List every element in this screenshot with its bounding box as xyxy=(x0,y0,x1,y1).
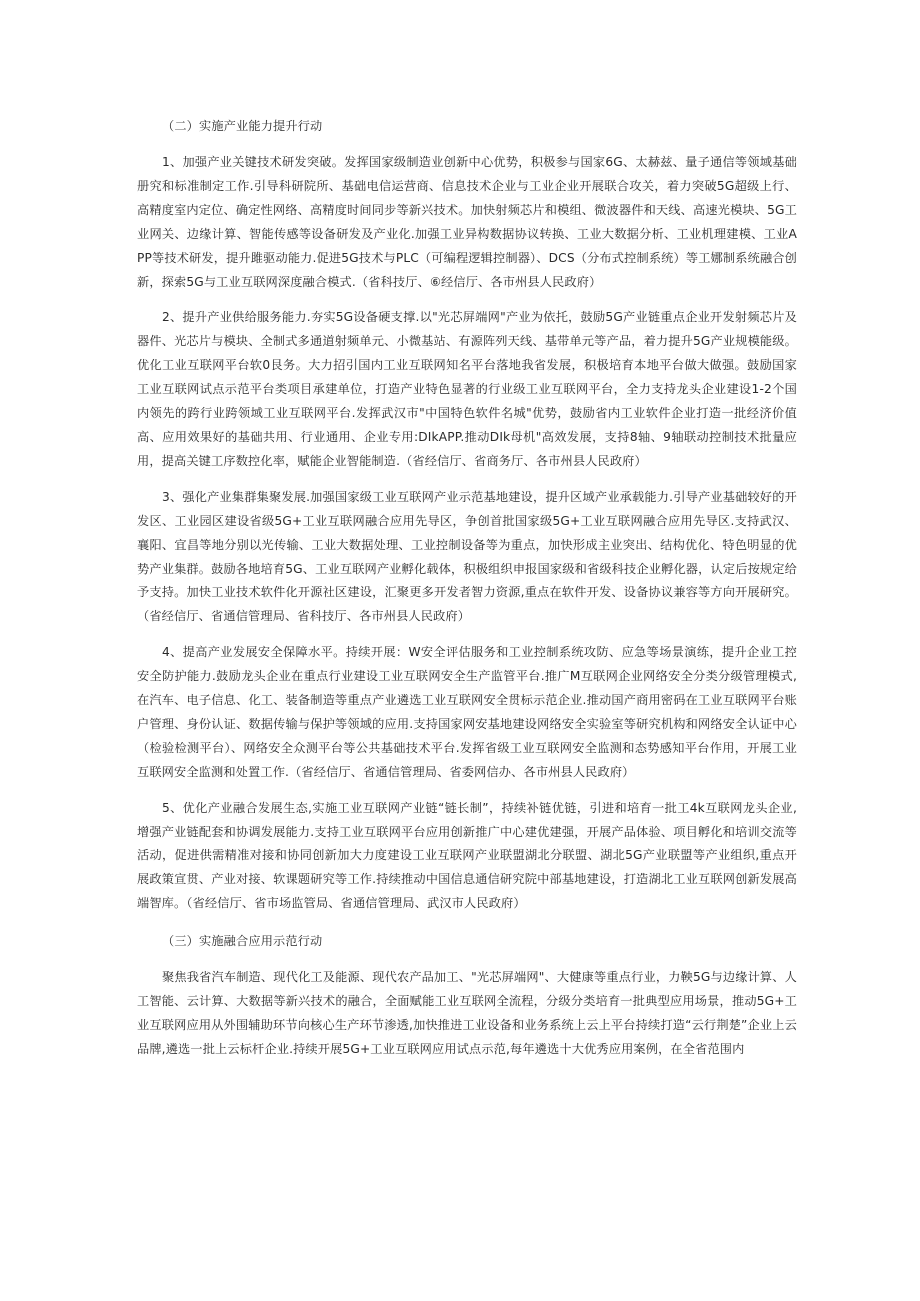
paragraph-1: 1、加强产业关键技术研发突破。发挥国家级制造业创新中心优势，积极参与国家6G、太赫兹、量子通信等领域基础册究和标准制定工作.引导科研院所、基础电信运营商、信息技术企业与工业企业开展联合攻关，着力突破5G超级上行、高精度室内定位、确定性网络、高精度时间同步等新兴技术。加快射频芯片和模组、微波器件和天线、高速光模块、5G工业网关、边缘计算、智能传感等设备研发及产业化.加强工业异构数据协议转换、工业大数据分析、工业机理建模、工业APP等技术研发，提升雎驱动能力.促进5G技术与PLC（可编程逻辑控制器）、DCS（分布式控制系统）等工娜制系统融合创新，探索5G与工业互联网深度融合模式.（省科技厅、⑥经信厅、各市州县人民政府） xyxy=(137,155,797,289)
paragraph-2: 2、提升产业供给服务能力.夯实5G设备硬支撑.以"光芯屏端网"产业为依托，鼓励5G产业链重点企业开发射频芯片及器件、光芯片与模块、全制式多通道射频单元、小微基站、有源阵列天线、基带单元等产品，着力提升5G产业规模能级。优化工业互联网平台软0艮务。大力招引国内工业互联网知名平台落地我省发展，积极培育本地平台做大做强。鼓励国家工业互联网试点示范平台类项目承建单位，打造产业特色显著的行业级工业互联网平台，全力支持龙头企业建设1-2个国内领先的跨行业跨领域工业互联网平台.发挥武汉市"中国特色软件名城"优势，鼓励省内工业软件企业打造一批经济价值高、应用效果好的基础共用、行业通用、企业专用:DIkAPP.推动DIk母机"高效发展，支持8轴、9轴联动控制技术批量应用，提高关键工序数控化率，赋能企业智能制造.（省经信厅、省商务厅、各市州县人民政府） xyxy=(137,310,797,468)
paragraph-3: 3、强化产业集群集聚发展.加强国家级工业互联网产业示范基地建设，提升区域产业承载能力.引导产业基础较好的开发区、工业园区建设省级5G+工业互联网融合应用先导区，争创首批国家级5G+工业互联网融合应用先导区.支持武汉、襄阳、宜昌等地分别以光传输、工业大数据处理、工业控制设备等为重点，加快形成主业突出、结构优化、特色明显的优势产业集群。鼓励各地培育5G、工业互联网产业孵化载体，积极组织申报国家级和省级科技企业孵化器，认定后按规定给予支持。加快工业技术软件化开源社区建设，汇聚更多开发者智力资源,重点在软件开发、设备协议兼容等方向开展研究。（省经信厅、省通信管理局、省科技厅、各市州县人民政府） xyxy=(137,489,797,624)
paragraph-4: 4、提高产业发展安全保障水平。持续开展：W安全评估服务和工业控制系统攻防、应急等场景演练，提升企业工控安全防护能力.鼓励龙头企业在重点行业建设工业互联网安全生产监管平台.推广M互联网企业网络安全分类分级管理模式,在汽车、电子信息、化工、装备制造等重点产业遴选工业互联网安全贯标示范企业.推动国产商用密码在工业互联网平台账户管理、身份认证、数据传输与保护等领域的应用.支持国家网安基地建设网络安全实验室等研究机构和网络安全认证中心（检验检测平台）、网络安全众测平台等公共基础技术平台.发挥省级工业互联网安全监测和态势感知平台作用，开展工业互联网安全监测和处置工作.（省经信厅、省通信管理局、省委网信办、各市州县人民政府） xyxy=(137,645,797,779)
paragraph-6: 聚焦我省汽车制造、现代化工及能源、现代农产品加工、"光芯屏端网"、大健康等重点行业，力鞅5G与边缘计算、人工智能、云计算、大数据等新兴技术的融合，全面赋能工业互联网全流程，分级分类培育一批典型应用场景，推动5G+工业互联网应用从外围辅助环节向核心生产环节渗透,加快推进工业设备和业务系统上云上平台持续打造“云行荆楚”企业上云品牌,遴选一批上云标杆企业.持续开展5G+工业互联网应用试点示范,每年遴选十大优秀应用案例，在全省范围内 xyxy=(137,970,797,1056)
section-heading-2: （二）实施产业能力提升行动 xyxy=(162,119,323,133)
section-heading-3: （三）实施融合应用示范行动 xyxy=(162,934,323,949)
paragraph-5: 5、优化产业融合发展生态,实施工业互联网产业链“链长制”，持续补链优链，引进和培育一批工4k互联网龙头企业,增强产业链配套和协调发展能力.支持工业互联网平台应用创新推广中心建优建强，开展产品体验、项目孵化和培训交流等活动，促进供需精准对接和协同创新加大力度建设工业互联网产业联盟湖北分联盟、湖北5G产业联盟等产业组织,重点开展政策宣贯、产业对接、软课题研究等工作.持续推动中国信息通信研究院中部基地建设，打造湖北工业互联网创新发展高端智库。（省经信厅、省市场监管局、省通信管理局、武汉市人民政府） xyxy=(137,800,797,911)
document-body xyxy=(137,113,797,1074)
